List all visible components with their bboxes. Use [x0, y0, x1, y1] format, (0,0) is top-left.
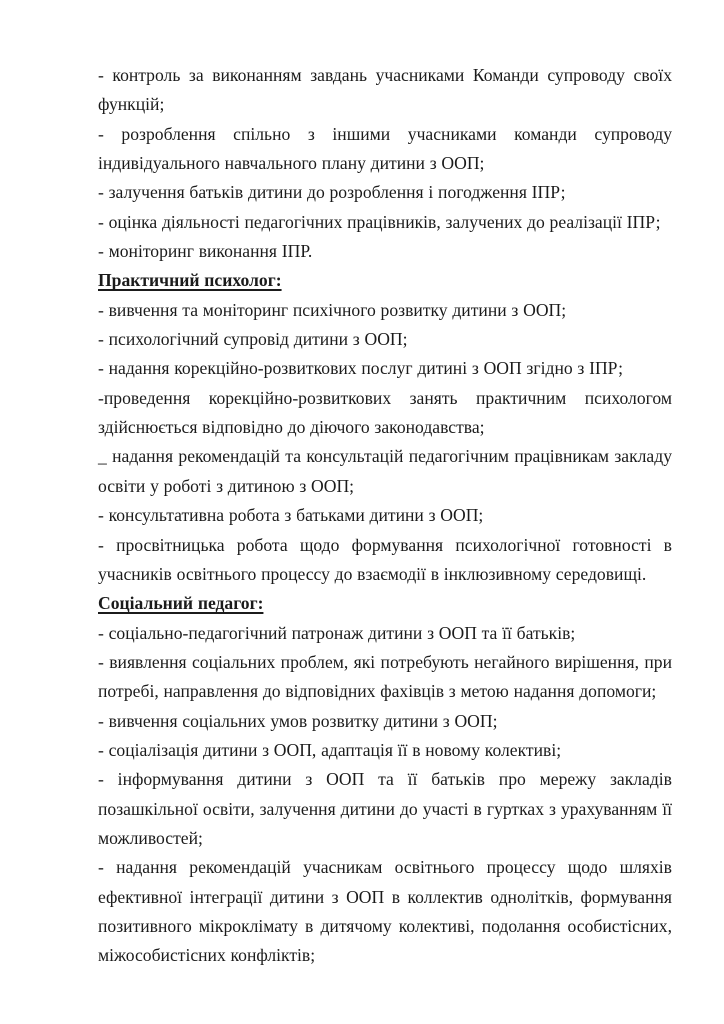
section-heading: Соціальний педагог:: [98, 593, 264, 614]
list-paragraph: - надання рекомендацій учасникам освітнього процессу щодо шляхів ефективної інтеграції дитини з ООП в коллектив однолітків, формування позитивного мікроклімату в дитячому колективі, подолання особистісних, міжособистісних конфліктів;: [98, 857, 672, 966]
list-paragraph: - вивчення соціальних умов розвитку дитини з ООП;: [98, 710, 498, 731]
list-paragraph: - вивчення та моніторинг психічного розвитку дитини з ООП;: [98, 299, 567, 320]
list-paragraph: - інформування дитини з ООП та її батьків про мережу закладів позашкільної освіти, залучення дитини до участі в гуртках з урахуванням її можливостей;: [98, 769, 672, 848]
list-paragraph: - контроль за виконанням завдань учасниками Команди супроводу своїх функцій;: [98, 65, 672, 115]
list-paragraph: _ надання рекомендацій та консультацій педагогічним працівникам закладу освіти у роботі з дитиною з ООП;: [98, 446, 672, 496]
list-paragraph: - консультативна робота з батьками дитини з ООП;: [98, 505, 484, 526]
list-paragraph: - соціалізація дитини з ООП, адаптація її в новому колективі;: [98, 739, 562, 760]
list-paragraph: - залучення батьків дитини до розроблення і погодження ІПР;: [98, 182, 566, 203]
list-paragraph: - просвітницька робота щодо формування психологічної готовності в учасників освітнього процессу до взаємодії в інклюзивному середовищі.: [98, 534, 672, 584]
list-paragraph: - розроблення спільно з іншими учасниками команди супроводу індивідуального навчального плану дитини з ООП;: [98, 123, 672, 174]
list-paragraph: - соціально-педагогічний патронаж дитини з ООП та її батьків;: [98, 622, 576, 643]
section-heading: Практичний психолог:: [98, 270, 282, 291]
list-paragraph: - психологічний супровід дитини з ООП;: [98, 329, 408, 350]
list-paragraph: -проведення корекційно-розвиткових занять практичним психологом здійснюється відповідно до діючого законодавства;: [98, 387, 672, 438]
document-body: [98, 61, 672, 971]
list-paragraph: - надання корекційно-розвиткових послуг дитині з ООП згідно з ІПР;: [98, 358, 623, 379]
list-paragraph: - моніторинг виконання ІПР.: [98, 241, 313, 262]
list-paragraph: - оцінка діяльності педагогічних працівників, залучених до реалізації ІПР;: [98, 211, 661, 232]
list-paragraph: - виявлення соціальних проблем, які потребують негайного вирішення, при потребі, направлення до відповідних фахівців з метою надання допомоги;: [98, 651, 672, 702]
